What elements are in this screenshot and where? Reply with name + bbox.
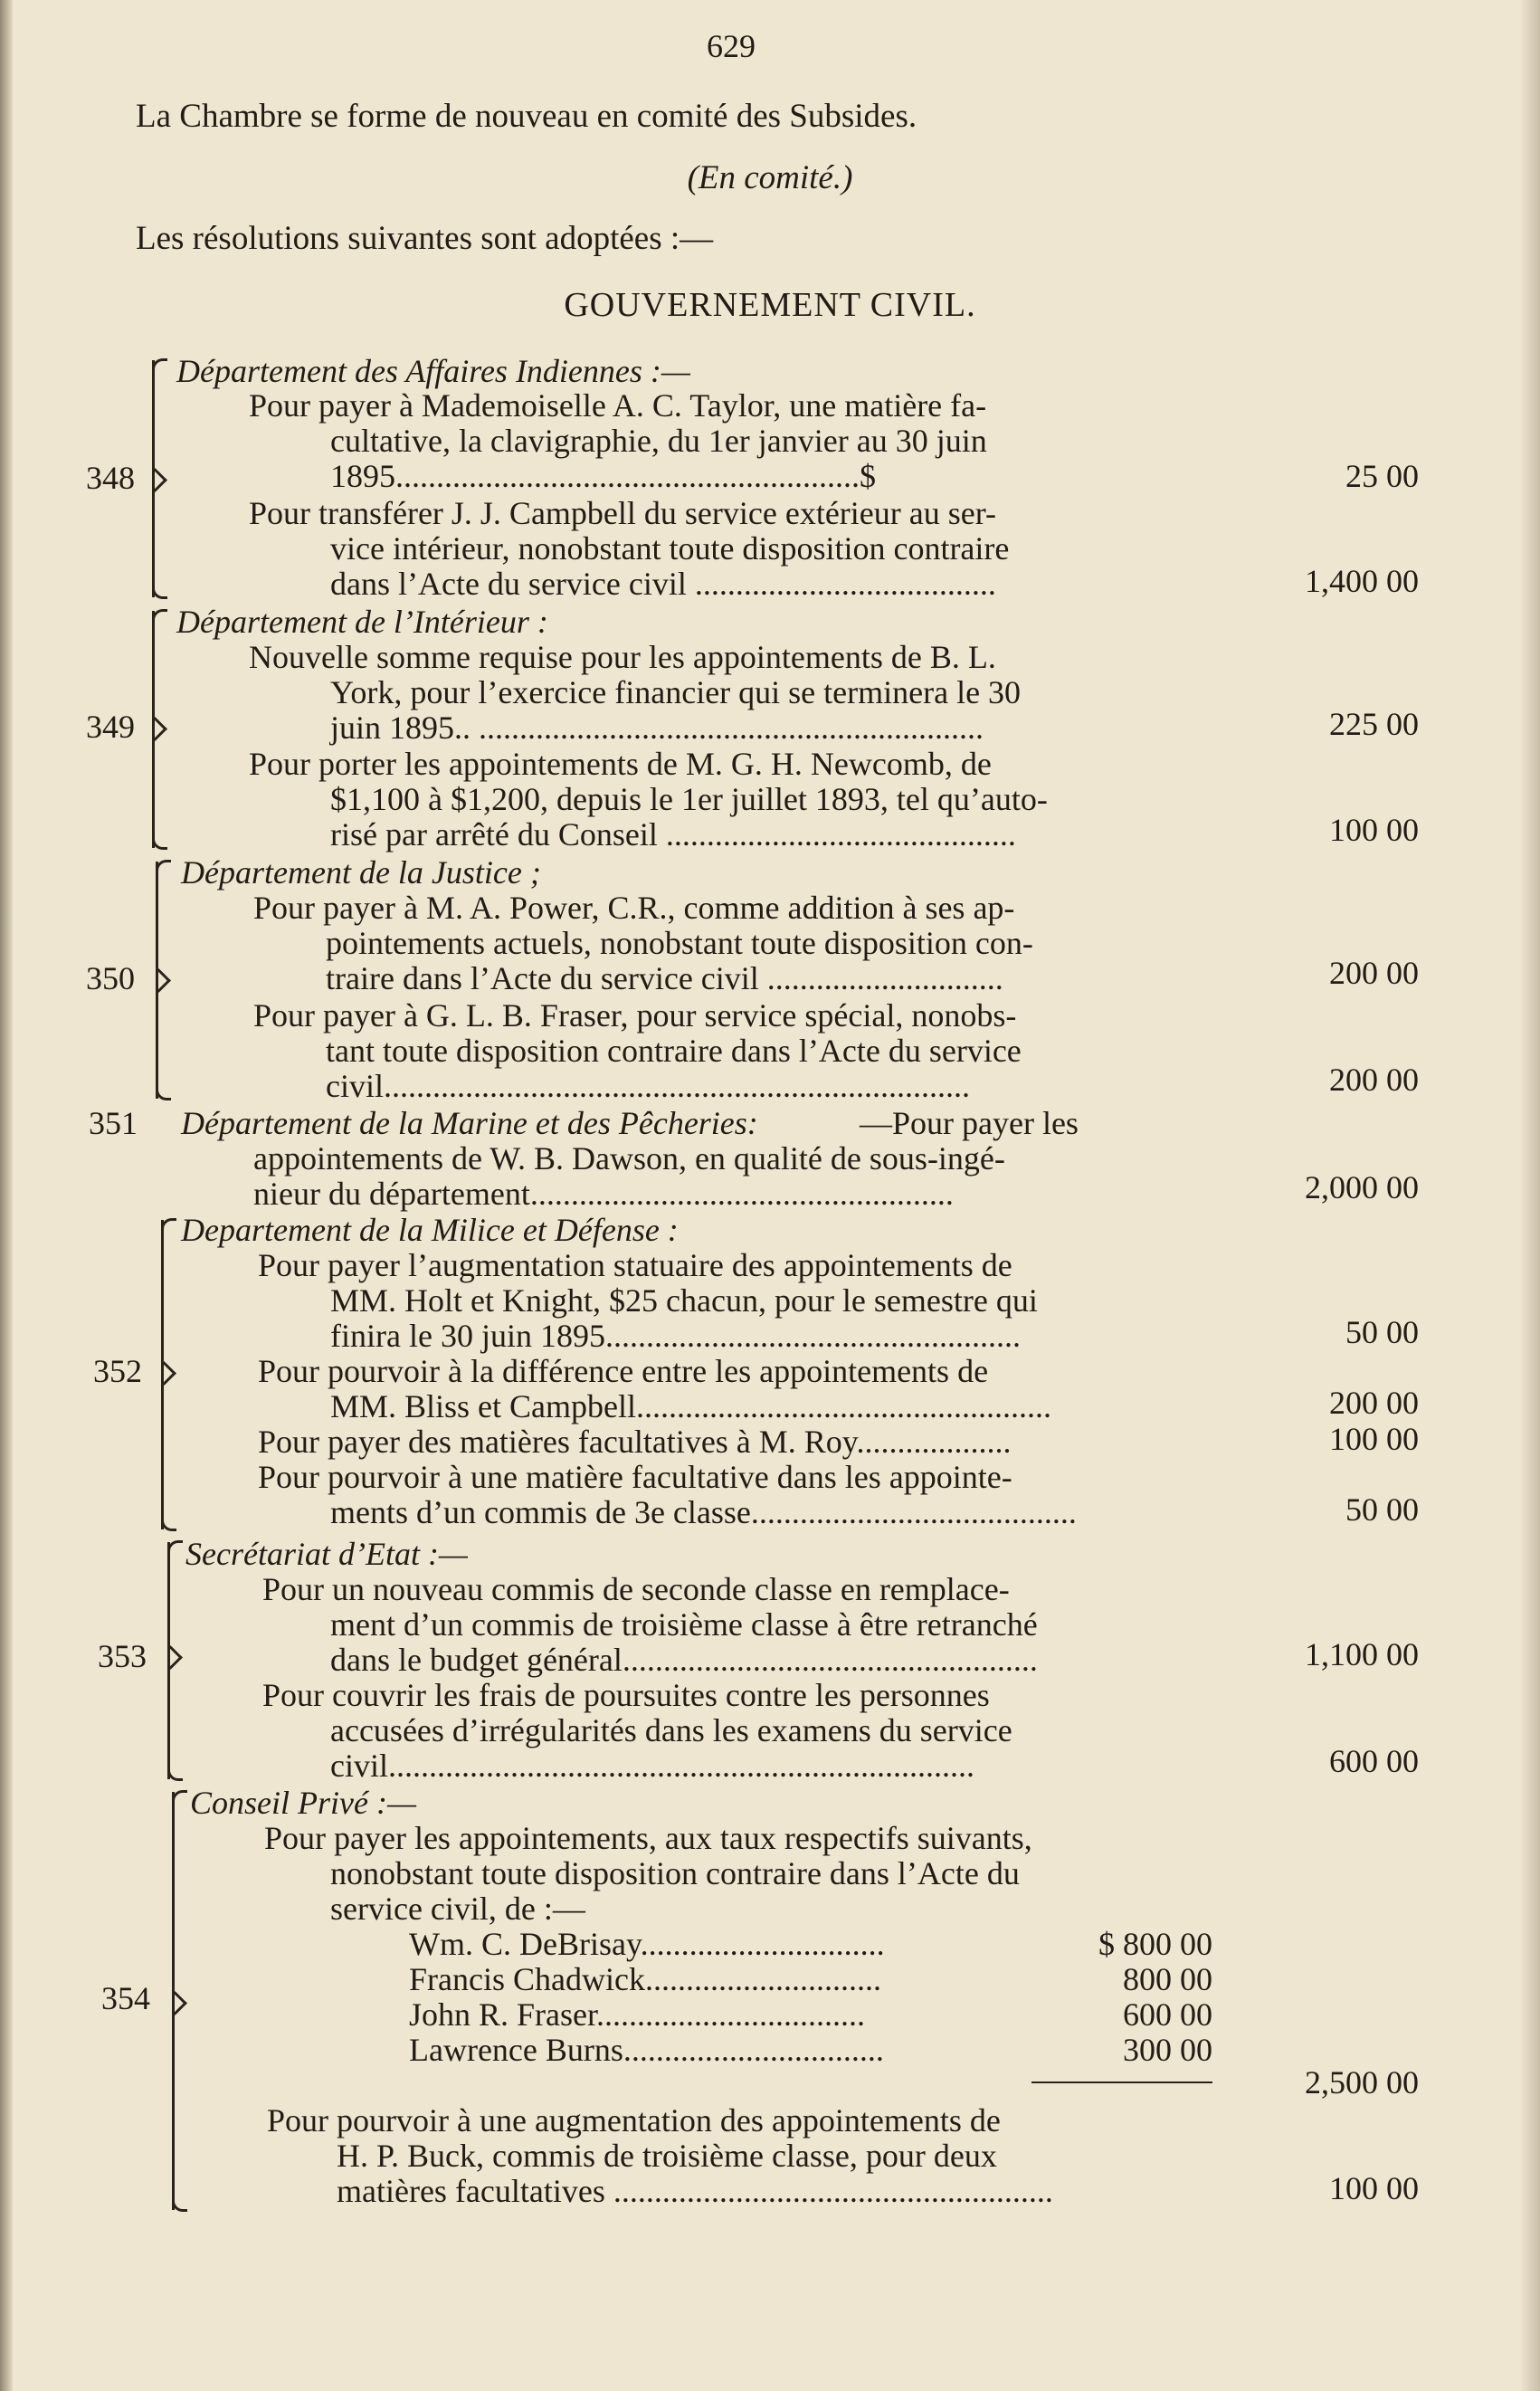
item-353-entry2-line1: Pour couvrir les frais de poursuites contre les personnes [262,1677,990,1713]
item-350-entry2-amount: 200 00 [1329,1062,1419,1098]
intro-text: La Chambre se forme de nouveau en comité des Subsides. [136,98,917,135]
item-349-entry1-amount: 225 00 [1329,706,1419,742]
item-350-entry2-line3: civil........................................................................ [326,1068,970,1104]
item-351-entry1-line3: nieur du département.................................................... [253,1176,954,1212]
sub-item-fraser-name: John R. Fraser................................. [409,1996,865,2033]
item-351-entry1-line2: appointements de W. B. Dawson, en qualité de sous-ingé- [253,1140,1005,1176]
item-348-number: 348 [86,460,135,496]
item-352-number: 352 [93,1353,142,1389]
item-349-entry2-line3: risé par arrêté du Conseil ........................................... [330,816,1016,853]
item-353-entry2-amount: 600 00 [1329,1743,1419,1779]
item-354-department: Conseil Privé :— [190,1785,416,1821]
item-353-entry1-line3: dans le budget général................................................... [330,1642,1038,1678]
sub-item-fraser-amount: 600 00 [1123,1996,1212,2033]
item-354-entry2-amount: 100 00 [1329,2170,1419,2206]
item-349-entry1-line2: York, pour l’exercice financier qui se terminera le 30 [330,674,1022,710]
item-352-entry3-amount: 100 00 [1329,1421,1419,1457]
item-348-entry2-line2: vice intérieur, nonobstant toute disposition contraire [330,530,1010,567]
item-350-entry1-amount: 200 00 [1329,955,1419,991]
item-354-entry1-line3: service civil, de :— [330,1891,585,1927]
sub-item-chadwick-name: Francis Chadwick............................. [409,1961,881,1997]
item-350-entry1-line3: traire dans l’Acte du service civil ............................. [326,960,1003,996]
item-349-entry1-line1: Nouvelle somme requise pour les appointements de B. L. [249,639,996,675]
item-350-entry1-line1: Pour payer à M. A. Power, C.R., comme addition à ses ap- [253,890,1015,926]
item-348-entry2-line3: dans l’Acte du service civil ..................................... [330,566,996,602]
resolutions-intro: Les résolutions suivantes sont adoptées :— [136,220,714,257]
item-350-entry2-line2: tant toute disposition contraire dans l’Acte du service [326,1033,1022,1069]
item-351-department: Département de la Marine et des Pêcheries: [181,1105,758,1141]
item-348-entry2-line1: Pour transférer J. J. Campbell du service extérieur au ser- [249,495,996,531]
item-349-entry2-line2: $1,100 à $1,200, depuis le 1er juillet 1893, tel qu’auto- [330,781,1048,817]
item-354-entry1-line1: Pour payer les appointements, aux taux respectifs suivants, [264,1820,1032,1856]
item-348-entry1-line3: 1895.........................................................$ [330,458,876,494]
item-352-entry3-line1: Pour payer des matières facultatives à M. Roy................... [258,1424,1012,1460]
item-354-entry2-line2: H. P. Buck, commis de troisième classe, pour deux [337,2138,997,2174]
item-352-entry4-line2: ments d’un commis de 3e classe........................................ [330,1494,1077,1530]
committee-note: (En comité.) [687,159,853,196]
item-353-entry2-line2: accusées d’irrégularités dans les examens du service [330,1712,1012,1748]
item-352-entry1-line1: Pour payer l’augmentation statuaire des appointements de [258,1247,1012,1283]
item-350-number: 350 [86,960,135,996]
item-350-department: Département de la Justice ; [181,854,541,891]
item-350-entry1-line2: pointements actuels, nonobstant toute disposition con- [326,925,1033,961]
item-349-number: 349 [86,709,135,745]
item-353-department: Secrétariat d’Etat :— [185,1536,468,1572]
item-349-entry2-amount: 100 00 [1329,812,1419,848]
page-right-edge [1520,0,1540,2391]
item-348-entry1-amount: 25 00 [1345,458,1419,494]
sub-item-burns-name: Lawrence Burns................................ [409,2032,884,2068]
item-352-entry4-amount: 50 00 [1345,1491,1419,1528]
item-351-number: 351 [89,1105,138,1141]
sub-item-burns-amount: 300 00 [1123,2032,1212,2068]
item-352-entry1-amount: 50 00 [1345,1314,1419,1350]
item-352-entry1-line2: MM. Holt et Knight, $25 chacun, pour le semestre qui [330,1282,1038,1319]
item-352-entry2-line2: MM. Bliss et Campbell................................................... [330,1388,1052,1424]
item-352-entry1-line3: finira le 30 juin 1895................................................... [330,1318,1021,1354]
page-number: 629 [707,28,756,64]
item-352-entry2-amount: 200 00 [1329,1385,1419,1421]
item-348-entry2-amount: 1,400 00 [1305,563,1419,599]
item-353-entry1-line2: ment d’un commis de troisième classe à être retranché [330,1606,1038,1643]
item-351-entry1-line1: —Pour payer les [860,1105,1079,1141]
item-352-entry2-line1: Pour pourvoir à la différence entre les appointements de [258,1353,989,1389]
item-352-entry4-line1: Pour pourvoir à une matière facultative dans les appointe- [258,1459,1012,1495]
sub-item-debrisay-amount: $ 800 00 [1098,1926,1212,1962]
item-350-entry2-line1: Pour payer à G. L. B. Fraser, pour service spécial, nonobs- [253,997,1017,1034]
item-348-entry1-line1: Pour payer à Mademoiselle A. C. Taylor, une matière fa- [249,387,987,424]
item-354-entry2-line1: Pour pourvoir à une augmentation des appointements de [267,2102,1001,2139]
item-354-number: 354 [101,1980,150,2016]
item-353-entry1-amount: 1,100 00 [1305,1636,1419,1672]
item-349-department: Département de l’Intérieur : [176,604,548,640]
item-348-department: Département des Affaires Indiennes :— [176,353,690,389]
page-binding-edge [0,0,13,2391]
item-353-entry1-line1: Pour un nouveau commis de seconde classe en remplace- [262,1571,1010,1607]
item-354-entry1-line2: nonobstant toute disposition contraire dans l’Acte du [330,1855,1020,1891]
item-354-entry1-amount: 2,500 00 [1305,2064,1419,2100]
item-354-entry2-line3: matières facultatives ...................................................... [337,2173,1053,2209]
section-title: GOUVERNEMENT CIVIL. [564,286,976,324]
item-353-entry2-line3: civil........................................................................ [330,1748,974,1784]
item-353-number: 353 [98,1638,147,1674]
item-351-entry1-amount: 2,000 00 [1305,1169,1419,1205]
item-349-entry1-line3: juin 1895.. .............................................................. [330,710,984,746]
sub-item-chadwick-amount: 800 00 [1123,1961,1212,1997]
item-349-entry2-line1: Pour porter les appointements de M. G. H. Newcomb, de [249,746,992,782]
item-352-department: Departement de la Milice et Défense : [181,1212,679,1248]
item-348-entry1-line2: cultative, la clavigraphie, du 1er janvier au 30 juin [330,423,987,459]
sub-item-debrisay-name: Wm. C. DeBrisay.............................. [409,1926,885,1962]
